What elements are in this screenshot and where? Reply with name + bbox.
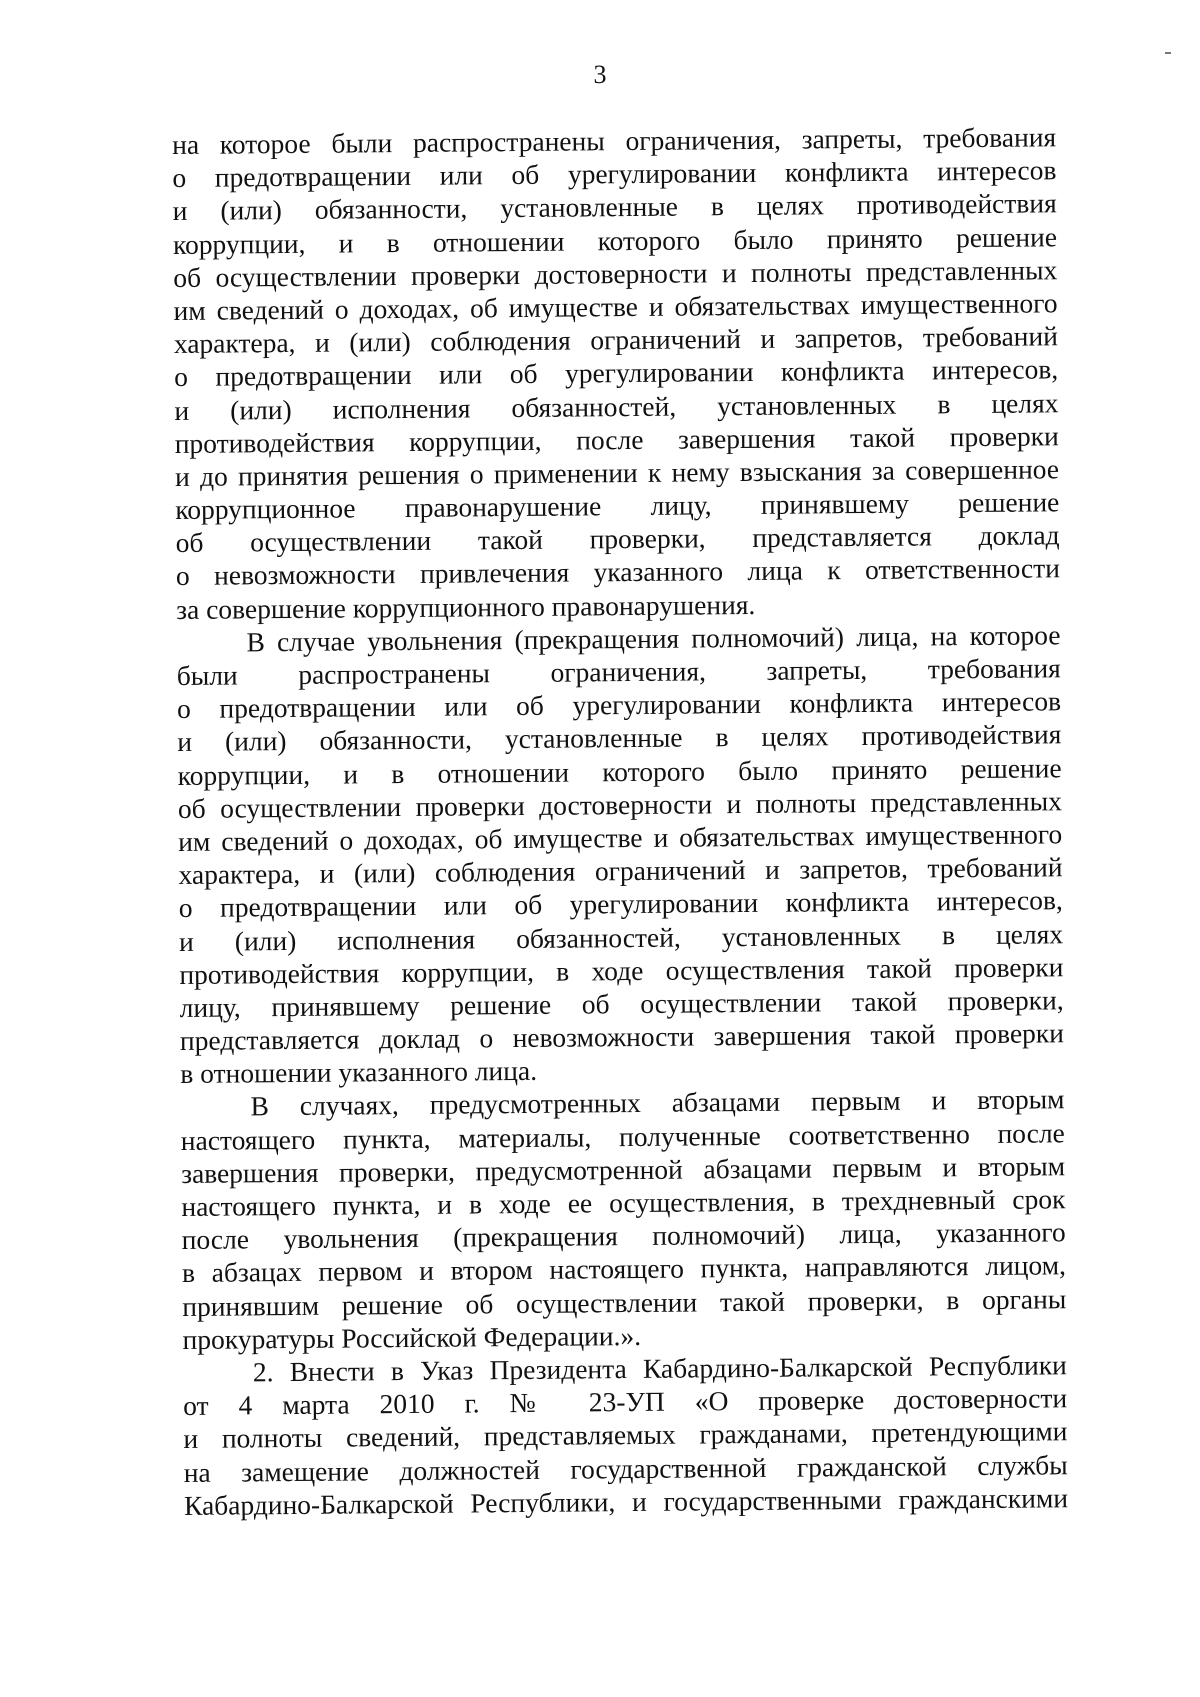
text-line: В случае увольнения (прекращения полномочий) лица, на которое xyxy=(246,619,1061,658)
scan-artifact xyxy=(1165,52,1171,54)
text-line: о предотвращении или об урегулировании конфликта интересов xyxy=(172,154,1057,194)
text-line: в отношении указанного лица. xyxy=(180,1055,538,1090)
text-line: об осуществлении проверки достоверности и полноты представленных xyxy=(177,785,1063,824)
text-line: и (или) исполнения обязанностей, установленных в целях xyxy=(174,386,1059,426)
text-line: им сведений о доходах, об имуществе и обязательствах имущественного xyxy=(173,287,1058,326)
text-line: в абзацах первом и втором настоящего пункта, направляются лицом, xyxy=(181,1249,1067,1289)
paragraph xyxy=(176,618,1064,1090)
text-line: характера, и (или) соблюдения ограничений и запретов, требований xyxy=(178,851,1063,891)
paragraph xyxy=(172,120,1060,626)
text-line: им сведений о доходах, об имуществе и обязательствах имущественного xyxy=(178,818,1063,857)
body-text xyxy=(172,120,1068,1522)
text-line: о предотвращении или об урегулировании конфликта интересов xyxy=(176,685,1062,725)
text-line: коррупции, и в отношении которого было принято решение xyxy=(172,220,1058,260)
text-line: лицу, принявшему решение об осуществлении такой проверки, xyxy=(179,984,1064,1023)
text-line: противодействия коррупции, после завершения такой проверки xyxy=(174,419,1059,459)
text-line: представляется доклад о невозможности завершения такой проверки xyxy=(179,1017,1065,1057)
page-number: 3 xyxy=(593,60,607,89)
text-line: о предотвращении или об урегулировании конфликта интересов, xyxy=(174,353,1059,393)
text-line: Кабардино-Балкарской Республики, и государственными гражданскими xyxy=(183,1481,1069,1521)
paragraph xyxy=(180,1083,1066,1356)
text-line: после увольнения (прекращения полномочий) лица, указанного xyxy=(181,1216,1066,1256)
text-line: и полноты сведений, представляемых гражданами, претендующими xyxy=(183,1415,1068,1455)
text-line: характера, и (или) соблюдения ограничений и запретов, требований xyxy=(173,320,1058,360)
text-line: противодействия коррупции, в ходе осуществления такой проверки xyxy=(179,950,1064,990)
text-line: коррупции, и в отношении которого было принято решение xyxy=(177,751,1062,791)
text-line: и (или) исполнения обязанностей, установленных в целях xyxy=(178,917,1064,957)
text-line: 2. Внести в Указ Президента Кабардино-Балкарской Республики xyxy=(252,1349,1067,1388)
text-line: на которое были распространены ограничения, запреты, требования xyxy=(172,121,1057,160)
text-line: В случаях, предусмотренных абзацами первым и вторым xyxy=(250,1083,1065,1122)
text-line: об осуществлении такой проверки, представляется доклад xyxy=(175,519,1060,559)
text-line: прокуратуры Российской Федерации.». xyxy=(182,1319,642,1355)
text-line: были распространены ограничения, запреты, требования xyxy=(176,652,1061,691)
text-line: и до принятия решения о применении к нему взыскания за совершенное xyxy=(174,453,1060,492)
text-line: на замещение должностей государственной гражданской службы xyxy=(183,1448,1068,1488)
text-line: об осуществлении проверки достоверности и полноты представленных xyxy=(173,254,1058,293)
text-line: завершения проверки, предусмотренной абзацами первым и вторым xyxy=(180,1150,1066,1189)
text-line: коррупционное правонарушение лицу, принявшему решение xyxy=(175,486,1060,526)
paragraph xyxy=(183,1348,1068,1522)
text-line: о невозможности привлечения указанного лица к ответственности xyxy=(175,552,1061,592)
text-line: за совершение коррупционного правонарушения. xyxy=(176,588,756,625)
text-line: настоящего пункта, и в ходе ее осуществления, в трехдневный срок xyxy=(181,1183,1066,1222)
text-line: настоящего пункта, материалы, полученные соответственно после xyxy=(180,1116,1065,1156)
text-line: о предотвращении или об урегулировании конфликта интересов, xyxy=(178,884,1063,924)
text-line: и (или) обязанности, установленные в целях противодействия xyxy=(172,187,1057,227)
text-line: от 4 марта 2010 г. № 23-УП «О проверке достоверности xyxy=(183,1382,1068,1422)
text-line: принявшим решение об осуществлении такой проверки, в органы xyxy=(182,1282,1067,1322)
text-line: и (или) обязанности, установленные в целях противодействия xyxy=(177,718,1062,758)
